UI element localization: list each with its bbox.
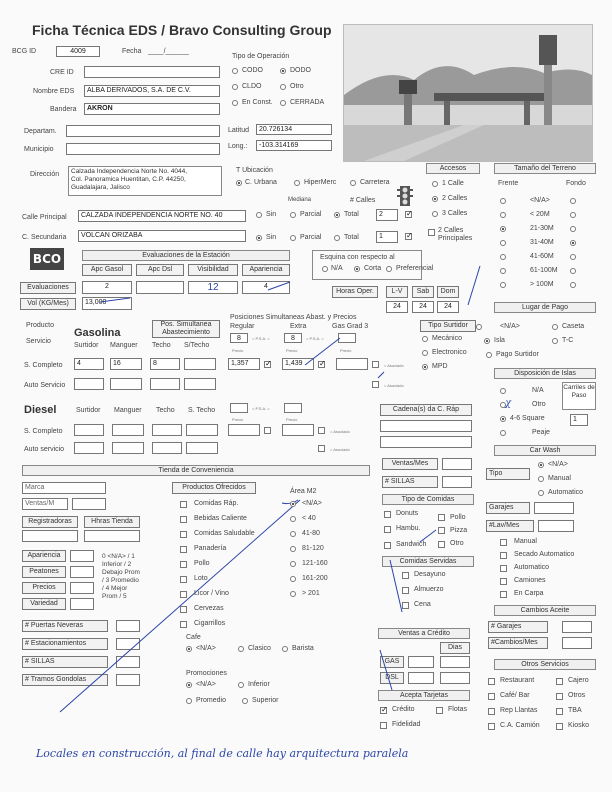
precio-label-1: Precio bbox=[232, 348, 244, 353]
gas-surtidor-col: Surtidor bbox=[74, 342, 99, 349]
frente-radio-0[interactable] bbox=[500, 198, 506, 204]
producto-label-0: Comidas Ráp. bbox=[194, 500, 239, 507]
gas-manguer-value[interactable]: 16 bbox=[110, 358, 142, 370]
dsl-techo-col: Techo bbox=[156, 407, 175, 414]
visibilidad-value[interactable]: 12 bbox=[188, 281, 238, 294]
dsl-psa: = P.S.A. = bbox=[252, 406, 270, 411]
fondo-radio-6[interactable] bbox=[570, 282, 576, 288]
handwritten-x-mark: χ bbox=[505, 398, 512, 409]
desayuno-label: Desayuno bbox=[414, 571, 446, 578]
regular-label: Regular bbox=[230, 323, 255, 330]
pago-tc-label: T-C bbox=[562, 337, 574, 344]
vol-value[interactable]: 13,000 bbox=[82, 297, 132, 310]
comidas-servidas-header: Comidas Servidas bbox=[382, 556, 474, 567]
gas-stecho-col: S/Techo bbox=[184, 342, 210, 349]
sillas-label: # SILLAS bbox=[22, 656, 108, 668]
accesos-1-label: 1 Calle bbox=[442, 180, 464, 187]
flotas-label: Flotas bbox=[448, 706, 468, 713]
productos-header: Productos Ofrecidos bbox=[172, 482, 256, 494]
cadena-header: Cadena(s) da C. Ráp bbox=[380, 404, 472, 416]
car-wash-tipo-label: Tipo bbox=[486, 468, 530, 480]
producto-checkbox-4[interactable] bbox=[180, 561, 187, 568]
nombre-label: Nombre EDS bbox=[33, 88, 75, 95]
frente-label: Frente bbox=[498, 180, 519, 187]
tipo-surtidor-header: Tipo Surtidor bbox=[420, 320, 476, 332]
fondo-radio-5[interactable] bbox=[570, 268, 576, 274]
c-secundaria-label: C. Secundaria bbox=[22, 234, 67, 241]
islas-square-label: 4-6 Square bbox=[510, 415, 545, 422]
otros-checkbox-0[interactable] bbox=[488, 678, 495, 685]
page-title: Ficha Técnica EDS / Bravo Consulting Group bbox=[32, 22, 332, 38]
donuts-label: Donuts bbox=[396, 510, 419, 517]
psa-1: = P.S.A. = bbox=[252, 336, 270, 341]
terreno-label-5: 61-100M bbox=[530, 267, 558, 274]
cafe-clasico-label: Clasico bbox=[248, 645, 271, 652]
terreno-header: Tamaño del Terreno bbox=[494, 163, 596, 174]
apc-gasol-header[interactable]: Apc Gasol bbox=[82, 264, 132, 276]
hipermerc-label: HiperMerc bbox=[304, 179, 337, 186]
direccion-line-3: Guadalajara, Jalisco bbox=[71, 184, 130, 191]
hambu-label: Hambu. bbox=[396, 525, 421, 532]
otros-label-4: Rep Llantas bbox=[500, 707, 538, 714]
horas-tienda-label: Hhras Tienda bbox=[84, 516, 140, 528]
mpd-label: MPD bbox=[432, 363, 448, 370]
promo-inferior-label: Inferior bbox=[248, 681, 270, 688]
fondo-radio-2[interactable] bbox=[570, 226, 576, 232]
precio-label-2: Precio bbox=[286, 348, 298, 353]
fondo-radio-1[interactable] bbox=[570, 212, 576, 218]
dsl-asociado-2: = Asociado bbox=[330, 447, 350, 452]
departamento-label: Departam. bbox=[24, 128, 57, 135]
precio-regular-field[interactable]: 1,357 bbox=[228, 358, 260, 370]
producto-label-1: Bebidas Caliente bbox=[194, 515, 247, 522]
dsl-manguer-col: Manguer bbox=[114, 407, 142, 414]
carwash-check-label-1: Secado Automatico bbox=[514, 551, 575, 558]
lugar-pago-header: Lugar de Pago bbox=[494, 302, 596, 313]
accesos-header: Accesos bbox=[426, 163, 480, 174]
terreno-label-4: 41-60M bbox=[530, 253, 554, 260]
fecha-label: Fecha bbox=[122, 48, 142, 55]
carwash-manual-label: Manual bbox=[548, 475, 571, 482]
terreno-label-0: <N/A> bbox=[530, 197, 550, 204]
carwash-auto-label: Automatico bbox=[548, 489, 584, 496]
gas-techo-col: Techo bbox=[152, 342, 171, 349]
apc-dsl-header[interactable]: Apc Dsl bbox=[136, 264, 184, 276]
servicio-label: Servicio bbox=[26, 338, 51, 345]
bcg-id-label: BCG ID bbox=[12, 48, 37, 55]
visibilidad-header[interactable]: Visibilidad bbox=[188, 264, 238, 276]
cena-label: Cena bbox=[414, 601, 431, 608]
en-const-label: En Const. bbox=[242, 99, 273, 106]
area-radio-0[interactable] bbox=[290, 501, 296, 507]
apariencia-value[interactable]: 4 bbox=[242, 281, 290, 294]
frente-radio-3[interactable] bbox=[500, 240, 506, 246]
producto-label-5: Loto bbox=[194, 575, 208, 582]
s-completo-label: S. Completo bbox=[24, 362, 63, 369]
pago-isla-label: Isla bbox=[494, 337, 505, 344]
pago-na-label: <N/A> bbox=[500, 323, 520, 330]
latitud-field[interactable]: 20.726134 bbox=[256, 124, 332, 135]
carwash-check-label-0: Manual bbox=[514, 538, 537, 545]
evaluaciones-row-label: Evaluaciones bbox=[20, 282, 76, 294]
otros-checkbox-2[interactable] bbox=[488, 693, 495, 700]
otros-checkbox-7[interactable] bbox=[556, 723, 563, 730]
terreno-label-6: > 100M bbox=[530, 281, 554, 288]
esquina-label: Esquina con respecto al bbox=[320, 254, 395, 261]
area-radio-4[interactable] bbox=[290, 561, 296, 567]
ventas-mes-label: Ventas/Mes bbox=[382, 458, 438, 470]
gas-surtidor-value[interactable]: 4 bbox=[74, 358, 104, 370]
otros-checkbox-5[interactable] bbox=[556, 708, 563, 715]
cambios-aceite-header: Cambios Aceite bbox=[494, 605, 596, 616]
pizza-label: Pizza bbox=[450, 527, 468, 534]
carwash-check-3[interactable] bbox=[500, 578, 507, 585]
handwritten-note: Locales en construcción, al final de calle hay arquitectura paralela bbox=[36, 747, 409, 760]
lv-header: L-V bbox=[386, 286, 408, 298]
calle-principal-field[interactable]: CALZADA INDEPENDENCIA NORTE NO. 40 bbox=[78, 210, 246, 222]
municipio-label: Municipio bbox=[24, 146, 54, 153]
islas-peaje-label: Peaje bbox=[532, 429, 550, 436]
tienda-header: Tienda de Conveniencia bbox=[22, 465, 370, 476]
producto-checkbox-2[interactable] bbox=[180, 531, 187, 538]
area-label-5: 161-200 bbox=[302, 575, 328, 582]
latitud-label: Latitud bbox=[228, 127, 250, 134]
otros-label-2: Café/ Bar bbox=[500, 692, 530, 699]
direccion-label: Dirección bbox=[30, 171, 60, 178]
principal-parcial-label: Parcial bbox=[300, 211, 322, 218]
carwash-check-label-4: En Carpa bbox=[514, 590, 544, 597]
mecanico-label: Mecánico bbox=[432, 335, 462, 342]
apc-gasol-value[interactable]: 2 bbox=[82, 281, 132, 294]
acepta-tarjetas-header: Acepta Tarjetas bbox=[378, 690, 470, 701]
apariencia-header[interactable]: Apariencia bbox=[242, 264, 290, 276]
codo-label: CODO bbox=[242, 67, 263, 74]
bandera-field[interactable]: AKRON bbox=[84, 103, 220, 115]
dsl-precio-label-2: Precio bbox=[286, 417, 298, 422]
tipo-operacion-label: Tipo de Operación bbox=[232, 53, 290, 60]
calles-label: # Calles bbox=[350, 197, 376, 204]
peatones-label: Peatones bbox=[22, 566, 66, 578]
calle-principal-label: Calle Principal bbox=[22, 214, 67, 221]
otros-label-0: Restaurant bbox=[500, 677, 535, 684]
promo-label: Promociones bbox=[186, 670, 227, 677]
marca-field[interactable]: Marca bbox=[22, 482, 106, 494]
carwash-check-label-2: Automatico bbox=[514, 564, 550, 571]
t-ubicacion-label: T Ubicación bbox=[236, 167, 273, 174]
apariencia-label: Apariencia bbox=[22, 550, 66, 562]
scale-line-2: Inferior / 2 bbox=[102, 561, 132, 568]
sandwich-label: Sandwich bbox=[396, 541, 427, 548]
cafe-na-label: <N/A> bbox=[196, 645, 216, 652]
producto-checkbox-1[interactable] bbox=[180, 516, 187, 523]
producto-checkbox-3[interactable] bbox=[180, 546, 187, 553]
producto-label-6: Licor / Vino bbox=[194, 590, 229, 597]
terreno-label-2: 21-30M bbox=[530, 225, 554, 232]
dsl-stecho-col: S. Techo bbox=[188, 407, 216, 414]
gas-techo-value[interactable]: 8 bbox=[150, 358, 180, 370]
carwash-check-4[interactable] bbox=[500, 591, 507, 598]
frente-radio-5[interactable] bbox=[500, 268, 506, 274]
aceite-garajes-label: # Garajes bbox=[488, 621, 548, 633]
horas-sab-value[interactable]: 24 bbox=[412, 301, 434, 313]
pos-extra-field[interactable]: 8 bbox=[284, 333, 302, 343]
precio-label-3: Precio bbox=[340, 348, 352, 353]
carwash-check-1[interactable] bbox=[500, 552, 507, 559]
otro-label: Otro bbox=[290, 83, 304, 90]
terreno-label-3: 31-40M bbox=[530, 239, 554, 246]
otros-label-5: TBA bbox=[568, 707, 582, 714]
area-radio-5[interactable] bbox=[290, 576, 296, 582]
fondo-radio-0[interactable] bbox=[570, 198, 576, 204]
islas-otro-label: Otro bbox=[532, 401, 546, 408]
scale-line-3: Debajo Prom bbox=[102, 569, 140, 576]
diesel-title: Diesel bbox=[24, 404, 57, 416]
producto-label-7: Cervezas bbox=[194, 605, 224, 612]
promo-superior-label: Superior bbox=[252, 697, 279, 704]
estacionamientos-label: # Estacionamientos bbox=[22, 638, 108, 650]
horas-dom-value[interactable]: 24 bbox=[437, 301, 459, 313]
almuerzo-label: Almuerzo bbox=[414, 586, 444, 593]
dsl-surtidor-col: Surtidor bbox=[76, 407, 101, 414]
horas-lv-value[interactable]: 24 bbox=[386, 301, 408, 313]
area-radio-6[interactable] bbox=[290, 591, 296, 597]
otros-servicios-header: Otros Servicios bbox=[494, 659, 596, 670]
credito-gas-label: GAS bbox=[380, 656, 404, 668]
c-urbana-label: C. Urbana bbox=[245, 179, 277, 186]
carwash-garajes-label: Garajes bbox=[486, 502, 530, 514]
fecha-value[interactable]: ____/______ bbox=[148, 48, 189, 55]
registradoras-label: Registradoras bbox=[22, 516, 78, 528]
carwash-check-2[interactable] bbox=[500, 565, 507, 572]
electronico-label: Electronico bbox=[432, 349, 467, 356]
longitud-label: Long.: bbox=[228, 143, 248, 150]
frente-radio-6[interactable] bbox=[500, 282, 506, 288]
sab-header: Sab bbox=[412, 286, 434, 298]
area-label-4: 121-160 bbox=[302, 560, 328, 567]
area-label-3: 81-120 bbox=[302, 545, 324, 552]
accesos-principales-label: 2 Calles Principales bbox=[438, 227, 473, 242]
carretera-label: Carretera bbox=[360, 179, 390, 186]
calles-secundaria-field[interactable]: 1 bbox=[376, 231, 398, 243]
producto-checkbox-5[interactable] bbox=[180, 576, 187, 583]
esquina-corta-label: Corta bbox=[364, 265, 382, 272]
longitud-field[interactable]: -103.314169 bbox=[256, 140, 332, 151]
otros-checkbox-4[interactable] bbox=[488, 708, 495, 715]
islas-na-label: N/A bbox=[532, 387, 544, 394]
evaluaciones-header: Evaluaciones de la Estación bbox=[82, 250, 290, 261]
accesos-3-label: 3 Calles bbox=[442, 210, 468, 217]
cafe-barista-label: Barista bbox=[292, 645, 314, 652]
islas-header: Disposición de Islas bbox=[494, 368, 596, 379]
carriles-field[interactable]: 1 bbox=[570, 414, 588, 426]
frente-radio-1[interactable] bbox=[500, 212, 506, 218]
calles-principal-field[interactable]: 2 bbox=[376, 209, 398, 221]
otros-label-7: Kiosko bbox=[568, 722, 590, 729]
aceite-cambios-label: #Cambios/Mes bbox=[488, 637, 548, 649]
vol-label: Vol (KG/Mes) bbox=[20, 298, 76, 310]
promo-promedio-label: Promedio bbox=[196, 697, 226, 704]
precio-extra-field[interactable]: 1,439 bbox=[282, 358, 314, 370]
area-radio-2[interactable] bbox=[290, 531, 296, 537]
area-label: Área M2 bbox=[290, 488, 317, 495]
cafe-label: Cafe bbox=[186, 634, 201, 641]
esquina-na-label: N/A bbox=[331, 265, 343, 272]
nombre-field[interactable]: ALBA DERIVADOS, S.A. DE C.V. bbox=[84, 85, 220, 97]
scale-line-4: / 3 Promedio bbox=[102, 577, 139, 584]
scale-line-6: Prom / 5 bbox=[102, 593, 127, 600]
tipo-comidas-header: Tipo de Comidas bbox=[382, 494, 474, 505]
principal-total-label: Total bbox=[344, 211, 359, 218]
secundaria-parcial-label: Parcial bbox=[300, 234, 322, 241]
credito-dsl-label: DSL bbox=[380, 672, 404, 684]
bcg-id-field[interactable]: 4009 bbox=[56, 46, 100, 57]
bandera-label: Bandera bbox=[50, 106, 77, 113]
frente-radio-4[interactable] bbox=[500, 254, 506, 260]
dsl-s-completo-label: S. Completo bbox=[24, 428, 63, 435]
fondo-label: Fondo bbox=[566, 180, 586, 187]
puertas-label: # Puertas Neveras bbox=[22, 620, 108, 632]
producto-label-4: Pollo bbox=[194, 560, 210, 567]
producto-checkbox-6[interactable] bbox=[180, 591, 187, 598]
pago-caseta-label: Caseta bbox=[562, 323, 585, 330]
direccion-line-2: Col. Panoramica Huentitan, C.P. 44250, bbox=[71, 176, 186, 183]
pos-regular-field[interactable]: 8 bbox=[230, 333, 248, 343]
scale-line-1: 0 <N/A> / 1 bbox=[102, 553, 135, 560]
carwash-check-label-3: Camiones bbox=[514, 577, 546, 584]
asociado-1: = Asociado bbox=[384, 363, 404, 368]
otro-comida-label: Otro bbox=[450, 540, 464, 547]
dsl-precio-label-1: Precio bbox=[232, 417, 244, 422]
frente-radio-2[interactable] bbox=[500, 226, 506, 232]
area-label-1: < 40 bbox=[302, 515, 316, 522]
cerrada-label: CERRADA bbox=[290, 99, 325, 106]
bco-logo-icon: BCO bbox=[30, 248, 64, 270]
area-label-2: 41-80 bbox=[302, 530, 320, 537]
secundaria-total-label: Total bbox=[344, 234, 359, 241]
c-secundaria-field[interactable]: VOLCAN ORIZABA bbox=[78, 230, 246, 242]
extra-label: Extra bbox=[290, 323, 307, 330]
gasolina-title: Gasolina bbox=[74, 327, 121, 339]
otros-label-6: C.A. Camión bbox=[500, 722, 540, 729]
otros-label-1: Cajero bbox=[568, 677, 589, 684]
dodo-label: DODO bbox=[290, 67, 311, 74]
producto-checkbox-8[interactable] bbox=[180, 621, 187, 628]
ventas-m-field[interactable]: Ventas/M bbox=[22, 498, 68, 510]
producto-label-8: Cigarrillos bbox=[194, 620, 226, 627]
auto-servicio-label: Auto Servicio bbox=[24, 382, 66, 389]
otros-checkbox-1[interactable] bbox=[556, 678, 563, 685]
tramos-label: # Tramos Gondolas bbox=[22, 674, 108, 686]
ventas-credito-header: Ventas a Crédito bbox=[378, 628, 470, 639]
pago-surtidor-label: Pago Surtidor bbox=[496, 351, 539, 358]
ventas-sillas-label: # SILLAS bbox=[382, 476, 438, 488]
promo-na-label: <N/A> bbox=[196, 681, 216, 688]
producto-checkbox-0[interactable] bbox=[180, 501, 187, 508]
asociado-2: = Asociado bbox=[384, 383, 404, 388]
dsl-asociado-1: = Asociado bbox=[330, 429, 350, 434]
dias-label: Dias bbox=[440, 642, 470, 654]
direccion-line-1: Calzada Independencia Norte No. 4044, bbox=[71, 168, 187, 175]
fondo-radio-4[interactable] bbox=[570, 254, 576, 260]
accesos-2-label: 2 Calles bbox=[442, 195, 468, 202]
scale-line-5: / 4 Mejor bbox=[102, 585, 128, 592]
terreno-label-1: < 20M bbox=[530, 211, 550, 218]
area-label-0: <N/A> bbox=[302, 500, 322, 507]
fidelidad-label: Fidelidad bbox=[392, 721, 421, 728]
variedad-label: Variedad bbox=[22, 598, 66, 610]
dsl-auto-label: Auto servicio bbox=[24, 446, 65, 453]
otros-checkbox-3[interactable] bbox=[556, 693, 563, 700]
otros-checkbox-6[interactable] bbox=[488, 723, 495, 730]
carriles-header: Carriles de Paso bbox=[562, 382, 596, 410]
otros-label-3: Otros bbox=[568, 692, 586, 699]
carwash-na-label: <N/A> bbox=[548, 461, 568, 468]
precios-label: Precios bbox=[22, 582, 66, 594]
pos-simultanea-header: Pos. Simultanea Abastecimiento bbox=[152, 320, 220, 338]
secundaria-sin-label: Sin bbox=[266, 234, 277, 241]
pos-abast-label: Posiciones Simultaneas Abast. y Precios bbox=[230, 314, 357, 321]
dom-header: Dom bbox=[437, 286, 459, 298]
credito-label: Crédito bbox=[392, 706, 415, 713]
gas-grad3-label: Gas Grad 3 bbox=[332, 323, 369, 330]
psa-2: = P.S.A. = bbox=[306, 336, 324, 341]
producto-checkbox-7[interactable] bbox=[180, 606, 187, 613]
carwash-check-0[interactable] bbox=[500, 539, 507, 546]
producto-label-2: Comidas Saludable bbox=[194, 530, 255, 537]
cldo-label: CLDO bbox=[242, 83, 262, 90]
area-radio-3[interactable] bbox=[290, 546, 296, 552]
fondo-radio-3[interactable] bbox=[570, 240, 576, 246]
horas-oper-label: Horas Oper. bbox=[332, 286, 378, 298]
area-label-6: > 201 bbox=[302, 590, 320, 597]
mediana-label: Mediana bbox=[288, 197, 312, 203]
lav-mes-label: #Lav/Mes bbox=[486, 520, 534, 532]
car-wash-header: Car Wash bbox=[494, 445, 596, 456]
pollo-label: Pollo bbox=[450, 514, 466, 521]
cre-id-label: CRE ID bbox=[50, 69, 74, 76]
esquina-preferencial-label: Preferencial bbox=[396, 265, 434, 272]
area-radio-1[interactable] bbox=[290, 516, 296, 522]
gas-manguer-col: Manguer bbox=[110, 342, 138, 349]
producto-label: Producto bbox=[26, 322, 55, 329]
producto-label-3: Panadería bbox=[194, 545, 227, 552]
principal-sin-label: Sin bbox=[266, 211, 277, 218]
